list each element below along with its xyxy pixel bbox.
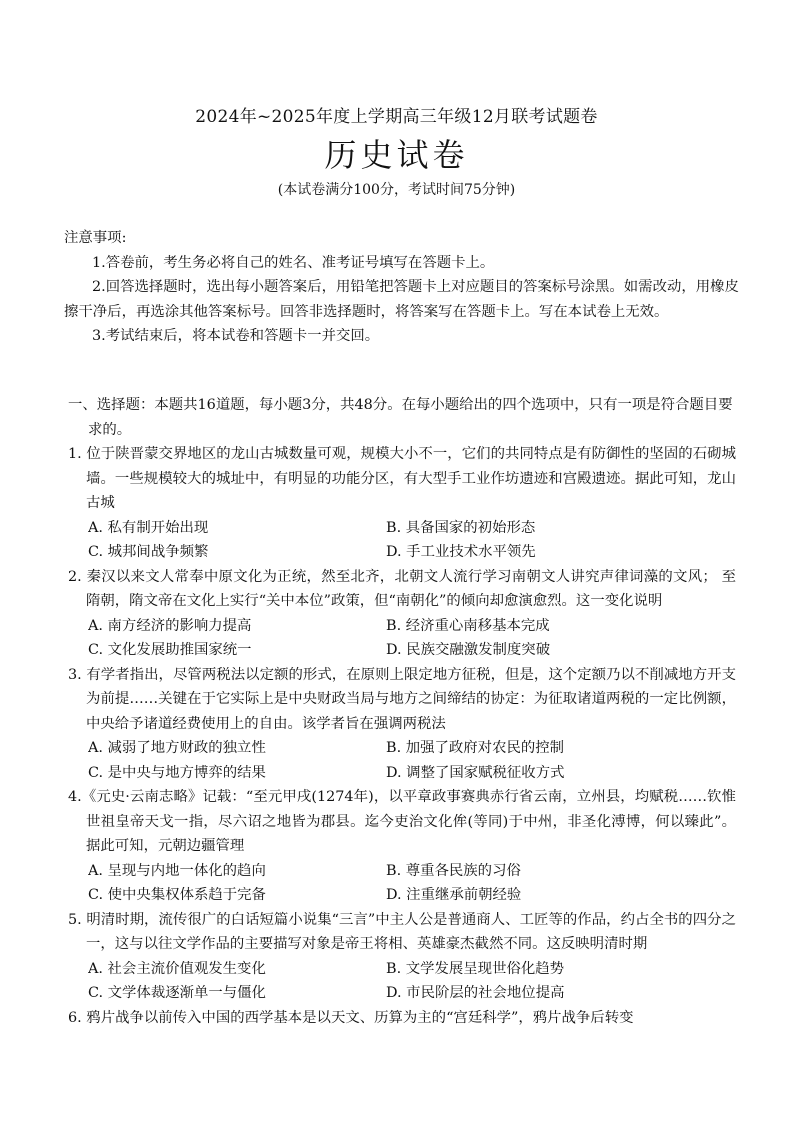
option-c: C. 城邦间战争频繁: [88, 544, 209, 560]
notes-heading: 注意事项:: [64, 230, 127, 246]
option-a: A. 社会主流价值观发生变化: [88, 960, 266, 977]
question-2: [68, 565, 736, 663]
question-stem: 5. 明清时期，流传很广的白话短篇小说集“三言”中主人公是普通商人、工匠等的作品，约占全书的四分之一，这与以往文学作品的主要描写对象是帝王将相、英雄豪杰截然不同。这反映明清时期: [68, 911, 736, 952]
option-d: D. 市民阶层的社会地位提高: [386, 985, 565, 1001]
option-d: D. 手工业技术水平领先: [386, 544, 536, 560]
question-options: [68, 859, 736, 908]
option-b: B. 文学发展呈现世俗化趋势: [386, 960, 565, 977]
note-item-3: 3.考试结束后，将本试卷和答题卡一并交回。: [92, 328, 380, 344]
option-a: A. 私有制开始出现: [88, 519, 209, 536]
option-b: B. 经济重心南移基本完成: [386, 617, 550, 634]
question-stem: 2. 秦汉以来文人常奉中原文化为正统，然至北齐，北朝文人流行学习南朝文人讲究声律词藻的文风； 至隋朝，隋文帝在文化上实行“关中本位”政策，但“南朝化”的倾向却愈演愈烈。这一变化说明: [68, 568, 736, 609]
option-d: D. 民族交融激发制度突破: [386, 642, 551, 658]
option-b: B. 加强了政府对农民的控制: [386, 740, 565, 756]
exam-subtitle: (本试卷满分100分，考试时间75分钟): [277, 182, 516, 198]
option-d: D. 调整了国家赋税征收方式: [386, 764, 565, 781]
question-options: [68, 614, 736, 663]
option-c: C. 是中央与地方博弈的结果: [88, 764, 266, 781]
option-c: C. 文化发展助推国家统一: [88, 642, 252, 658]
question-1: [68, 442, 736, 565]
exam-title: 2024年~2025年度上学期高三年级12月联考试题卷: [195, 107, 598, 127]
notes-section: [64, 226, 740, 349]
question-stem: 1. 位于陕晋蒙交界地区的龙山古城数量可观，规模大小不一，它们的共同特点是有防御性的坚固的石砌城墙。一些规模较大的城址中，有明显的功能分区，有大型手工业作坊遗迹和宫殿遗迹。据此可知，龙山古城: [68, 446, 736, 511]
option-c: C. 文学体裁逐渐单一与僵化: [88, 985, 266, 1001]
option-a: A. 南方经济的影响力提高: [88, 617, 252, 634]
option-a: A. 呈现与内地一体化的趋向: [88, 862, 266, 879]
option-a: A. 减弱了地方财政的独立性: [88, 740, 266, 756]
option-d: D. 注重继承前朝经验: [386, 887, 522, 903]
option-b: B. 尊重各民族的习俗: [386, 862, 521, 879]
section-heading: 一、选择题：本题共16道题，每小题3分，共48分。在每小题给出的四个选项中，只有一项是符合题目要求的。: [68, 397, 733, 438]
question-stem: 3. 有学者指出，尽管两税法以定额的形式，在原则上限定地方征税，但是，这个定额乃以不削减地方开支为前提……关键在于它实际上是中央财政当局与地方之间缔结的协定：为征取诸道两税的一定比例额，中央给予诸道经费使用上的自由。该学者旨在强调两税法: [68, 666, 736, 732]
note-item-1: 1.答卷前，考生务必将自己的姓名、准考证号填写在答题卡上。: [92, 254, 495, 271]
question-5: [68, 908, 736, 1006]
question-options: [68, 516, 736, 565]
option-b: B. 具备国家的初始形态: [386, 519, 536, 536]
question-4: [68, 785, 736, 908]
question-6: [68, 1006, 736, 1031]
subject-title: 历史试卷: [324, 136, 469, 174]
question-3: [68, 663, 736, 786]
note-item-2: 2.回答选择题时，选出每小题答案后，用铅笔把答题卡上对应题目的答案标号涂黑。如需改动，用橡皮擦干净后，再选涂其他答案标号。回答非选择题时，将答案写在答题卡上。写在本试卷上无效。: [64, 279, 739, 320]
question-stem: 4.《元史·云南志略》记载：“至元甲戌(1274年)，以平章政事赛典赤行省云南，立州县，均赋税……钦惟世祖皇帝天戈一指，尽六诏之地皆为郡县。迄今吏治文化侔(等同)于中州，非圣化溥博，何以臻此”。据此可知，元朝边疆管理: [68, 789, 736, 854]
question-options: [68, 736, 736, 785]
question-options: [68, 957, 736, 1006]
section-choice: [68, 393, 736, 1030]
option-c: C. 使中央集权体系趋于完备: [88, 887, 266, 903]
question-stem: 6. 鸦片战争以前传入中国的西学基本是以天文、历算为主的“宫廷科学”，鸦片战争后转变: [68, 1009, 634, 1026]
